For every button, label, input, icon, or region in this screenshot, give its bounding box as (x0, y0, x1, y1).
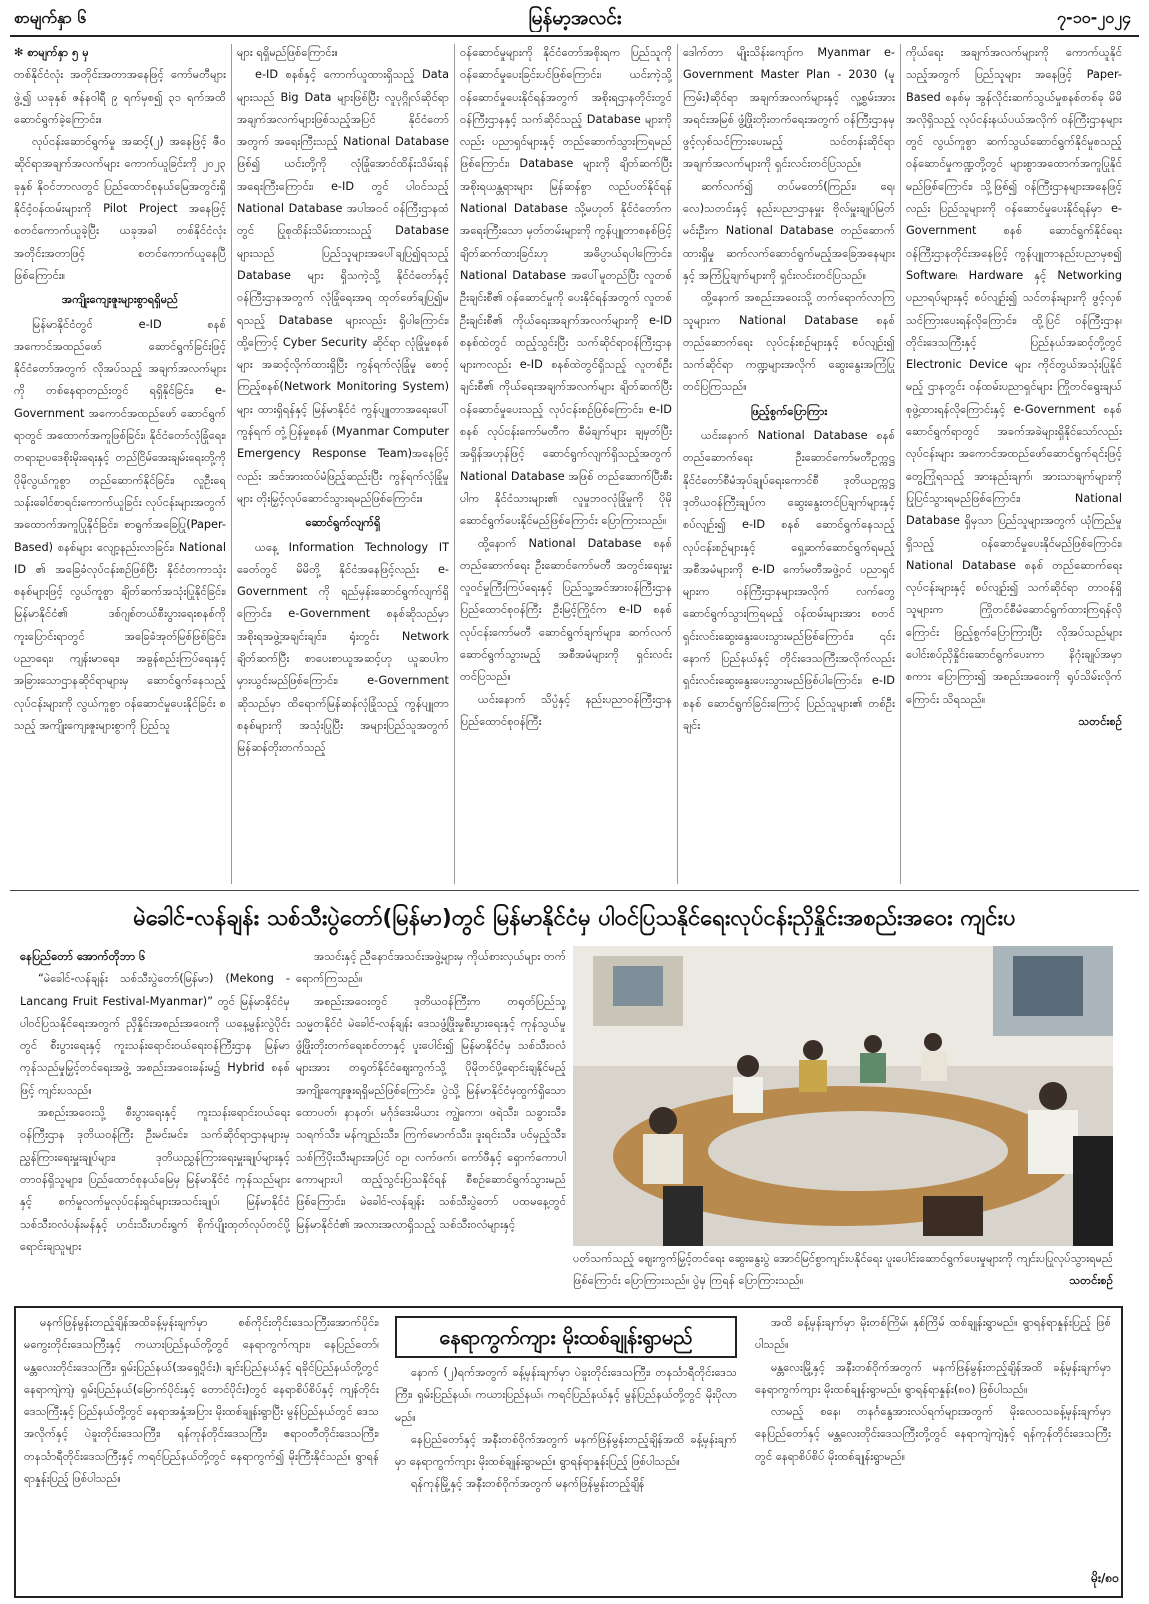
paragraph: လာမည့် စနေ၊ တနင်္ဂနွေအားလပ်ရက်များအတွက် မိုးလေဝသခန့်မှန်းချက်မှာ နေပြည်တော်နှင့် မန္တလေးတိုင်းဒေသကြီးတို့တွင် နေရာကျဲကျဲနှင့် ရန်ကုန်တိုင်းဒေသကြီးတွင် နေရာစိပ်စိပ် မိုးထစ်ချုန်းရွာမည်။ (755, 1405, 1111, 1463)
logo-text: မြန်မာ့အလင်း (528, 7, 622, 29)
continued-label: ✻ စာမျက်နှာ ၅ မှ (14, 46, 89, 59)
caption-text: ပတ်သက်သည့် ဈေးကွက်မြှင့်တင်ရေး ဆွေးနွေးပွဲ အောင်မြင်စွာကျင်းပနိုင်ရေး ပူးပေါင်းဆောင်ရွက်ပေးမှုများကို ကျင်းပပြုလုပ်သွားရမည်ဖြစ်ကြောင်း ပြောကြားသည်။ ပွဲမှ ကြရန် ပြောကြားသည်။ (573, 1252, 1113, 1287)
subheading: အကျိုးကျေးဇူးများစွာရရှိမည် (61, 293, 179, 307)
paragraph: ယင်းနောက် သိပ္ပံနှင့် နည်းပညာဝန်ကြီးဌာန ပြည်ထောင်စုဝန်ကြီး (460, 692, 672, 728)
weather-title: နေရာကွက်ကျား မိုးထစ်ချုန်းရွာမည် (395, 1316, 737, 1358)
paragraph: မနက်ဖြန်မွန်းတည့်ချိန်အထိခန့်မှန်းချက်မှာ စစ်ကိုင်းတိုင်းဒေသကြီးအောက်ပိုင်း၊ မကွေးတိုင်းဒေသကြီးနှင့် ကယားပြည်နယ်တို့တွင် နေရာကွက်ကျား၊ နေပြည်တော်၊ မန္တလေးတိုင်းဒေသကြီး၊ ရှမ်းပြည်နယ်(အရှေ့ပိုင်း)၊ ချင်းပြည်နယ်နှင့် ရခိုင်ပြည်နယ်တို့တွင် နေရာကျဲကျဲ၊ ရှမ်းပြည်နယ်(မြောက်ပိုင်းနှင့် တောင်ပိုင်း)တွင် နေရာစိပ်စိပ်နှင့် ကျန်တိုင်းဒေသကြီးနှင့် ပြည်နယ်တို့တွင် နေရာအနှံ့အပြား မိုးထစ်ချုန်းရွာပြီး မွန်ပြည်နယ်တွင် ဒေသအလိုက်နှင့် ပဲခူးတိုင်းဒေသကြီး၊ ရန်ကုန်တိုင်းဒေသကြီး၊ ဧရာဝတီတိုင်းဒေသကြီး၊ တနင်္သာရီတိုင်းဒေသကြီးနှင့် ကရင်ပြည်နယ်တို့တွင် နေရာကွက်၍ မိုးကြီးနိုင်သည်။ ရွာရန်ရာနှုန်းပြည့် ဖြစ်ပါသည်။ (24, 1316, 379, 1486)
weather-column-3 (755, 1312, 1111, 1568)
paragraph: အစည်းအဝေးတွင် ဒုတိယဝန်ကြီးက တရုတ်ပြည်သူ့သမ္မတနိုင်ငံ မဲခေါင်-လန်ချန်း ဒေသဖွံ့ဖြိုးမှုစီးပွားရေးနှင့် ကုန်သွယ်မှုဖွံ့ဖြိုးတိုးတက်ရေးစင်တာနှင့် ပူးပေါင်း၍ မြန်မာနိုင်ငံမှ သစ်သီးဝလံများအား တရုတ်နိုင်ငံဈေးကွက်သို့ ပိုမိုတင်ပို့ရောင်းချနိုင်မည့် အကျိုးကျေးဇူးရရှိမည်ဖြစ်ကြောင်း၊ ပွဲသို့ မြန်မာနိုင်ငံမှထွက်ရှိသော ထောပတ်၊ နာနတ်၊ မင်္ဂုဒ်ဒေးမိယား ကျွဲကော၊ ဖရဲသီး၊ သခွားသီး၊ သရက်သီး၊ မန်ကျည်းသီး၊ ကြက်မောက်သီး၊ ဒူးရင်းသီး၊ ပင်မှည့်သီး၊ သစ်ကြံပိုးသီးများအပြင် ဝဥ၊ လက်ဖက်၊ ကော်ဖီနှင့် ရှောက်ကောပါကောများပါ ထည့်သွင်းပြသနိုင်ရန် စီစဉ်ဆောင်ရွက်သွားမည်ဖြစ်ကြောင်း၊ မဲခေါင်-လန်ချန်း သစ်သီးပွဲတော် ပထမနေ့တွင် မြန်မာနိုင်ငံ၏ အလားအလာရှိသည့် သစ်သီးဝလံများနှင့် (296, 994, 566, 1231)
byline: သတင်းစဉ် (1078, 714, 1122, 728)
weather-column-2 (395, 1362, 737, 1596)
paragraph: နေပြည်တော်နှင့် အနီးတစ်ဝိုက်အတွက် မနက်ဖြန်မွန်းတည့်ချိန်အထိ ခန့်မှန်းချက်မှာ နေရာကွက်ကျား မိုးထစ်ချုန်းရွာမည်။ ရွာရန်ရာနှုန်းပြည့် ဖြစ်ပါသည်။ (395, 1432, 737, 1469)
paragraph: ကိုယ်ရေး အချက်အလက်များကို ကောက်ယူနိုင်သည့်အတွက် ပြည်သူများ အနေဖြင့် Paper-Based စနစ်မှ အွန်လိုင်းဆက်သွယ်မှုစနစ်တစ်ခု မိမိအလိုရှိသည့် လုပ်ငန်းနယ်ပယ်အလိုက် ဝန်ကြီးဌာနများတွင် လွယ်ကူစွာ ဆက်သွယ်ဆောင်ရွက်နိုင်မှုစသည့် ဝန်ဆောင်မှုကဏ္ဍတို့တွင် များစွာအထောက်အကူပြုနိုင်မည်ဖြစ်ကြောင်း၊ သို့ဖြစ်၍ ဝန်ကြီးဌာနများအနေဖြင့်လည်း ပြည်သူများကို ဝန်ဆောင်မှုပေးနိုင်ရန်မှာ e-Government စနစ် ဆောင်ရွက်နိုင်ရေး ဝန်ကြီးဌာနတိုင်းအနေဖြင့် ကွန်ပျူတာနည်းပညာမှစ၍ Software၊ Hardware နှင့် Networking ပညာရပ်များနှင့် စပ်လျဉ်း၍ သင်တန်းများကို ဖွင့်လှစ်သင်ကြားပေးရန်လိုကြောင်း၊ ထို့ပြင် ဝန်ကြီးဌာန၊ တိုင်းဒေသကြီးနှင့် ပြည်နယ်အဆင့်တို့တွင် Electronic Device များ ကိုင်တွယ်အသုံးပြုနိုင်မည့် ဌာနတွင်း ဝန်ထမ်းပညာရှင်များ ကြိုတင်ရွေးချယ်စုဖွဲ့ထားရန်လိုကြောင်းနှင့် e-Government စနစ် ဆောင်ရွက်ရာတွင် အခက်အခဲများရှိနိုင်သော်လည်း လုပ်ငန်းများ အကောင်အထည်ဖော်ဆောင်ရွက်ရင်းဖြင့် တွေ့ကြုံရသည့် အားနည်းချက်၊ အားသာချက်များကို ပြုပြင်သွားရမည်ဖြစ်ကြောင်း၊ National Database ရှိမှသာ ပြည်သူများအတွက် ယုံကြည်မှုရှိသည့် ဝန်ဆောင်မှုပေးနိုင်မည်ဖြစ်ကြောင်း၊ National Database စနစ် တည်ဆောက်ရေးလုပ်ငန်းများနှင့် စပ်လျဉ်း၍ သက်ဆိုင်ရာ တာဝန်ရှိသူများက ကြိုတင်စီမံဆောင်ရွက်ထားကြရန်လိုကြောင်း ဖြည့်စွက်ပြောကြားပြီး လိုအပ်သည်များ ပေါင်းစပ်ညှိနှိုင်းဆောင်ရွက်ပေးကာ နိဂုံးချုပ်အမှာစကား ပြောကြား၍ အစည်းအဝေးကို ရုပ်သိမ်းလိုက်ကြောင်း သိရသည်။ (906, 46, 1122, 706)
column-rule (677, 44, 678, 884)
article2-column-2 (296, 946, 566, 1271)
paragraph: e-ID စနစ်နှင့် ကောက်ယူထားရှိသည့် Data များသည် Big Data များဖြစ်ပြီး လူပုဂ္ဂိုလ်ဆိုင်ရာ အချက်အလက်များဖြစ်သည့်အပြင် နိုင်ငံတော်အတွက် အရေးကြီးသည့် National Database ဖြစ်၍ ယင်းတို့ကို လုံခြုံအောင်ထိန်းသိမ်းရန် အရေးကြီးကြောင်း၊ e-ID တွင် ပါဝင်သည့် National Database အပါအဝင် ဝန်ကြီးဌာနထံတွင် ပြုစုထိန်းသိမ်းထားသည့် Database များသည် ပြည်သူများအပေါ်ချပြ၍ရသည့် Database များ ရှိသကဲ့သို့ နိုင်ငံတော်နှင့် ဝန်ကြီးဌာနအတွက် လုံခြုံရေးအရ ထုတ်ဖော်ချပြ၍မရသည့် Database များလည်း ရှိပါကြောင်း၊ ထို့ကြောင့် Cyber Security ဆိုင်ရာ လုံခြုံမှုစနစ်များ အဆင့်လိုက်ထားရှိပြီး ကွန်ရက်လုံခြုံမှု စောင့်ကြည့်စနစ်(Network Monitoring System) များ ထားရှိရန်နှင့် မြန်မာနိုင်ငံ ကွန်ပျူတာအရေးပေါ်ကွန်ရက် တုံ့ပြန်မှုစနစ် (Myanmar Computer Emergency Response Team)အနေဖြင့်လည်း အင်အားထပ်မံဖြည့်ဆည်းပြီး ကွန်ရက်လုံခြုံမှုများ တိုးမြှင့်လုပ်ဆောင်သွားရမည်ဖြစ်ကြောင်း။ (237, 68, 449, 505)
paragraph: ဒေါက်တာ မျိုးသိန်းကျော်က Myanmar e-Government Master Plan - 2030 (မူကြမ်း)ဆိုင်ရာ အချက်အလက်များနှင့် လူ့စွမ်းအားအရင်းအမြစ် ဖွံ့ဖြိုးတိုးတက်ရေးအတွက် ဝန်ကြီးဌာနမှ ဖွင့်လှစ်သင်ကြားပေးမည့် သင်တန်းဆိုင်ရာ အချက်အလက်များကို ရှင်းလင်းတင်ပြသည်။ (683, 46, 895, 171)
article-separator (10, 890, 1139, 891)
weather-column-1 (24, 1312, 379, 1596)
column-rule (454, 44, 455, 884)
byline: သတင်းစဉ် (1069, 1274, 1113, 1287)
paragraph: “မဲခေါင်-လန်ချန်း သစ်သီးပွဲတော်(မြန်မာ) (Mekong - Lancang Fruit Festival-Myanmar)” တွင် မြန်မာနိုင်ငံမှ ပါဝင်ပြသနိုင်ရေးအတွက် ညှိနှိုင်းအစည်းအဝေးကို ယနေ့မွန်းလွဲပိုင်းတွင် စီးပွားရေးနှင့် ကူးသန်းရောင်းဝယ်ရေးဝန်ကြီးဌာန မြန်မာကုန်သည်မှုမြှင့်တင်ရေးအဖွဲ့ အစည်းအဝေးခန်းမ၌ Hybrid စနစ်ဖြင့် ကျင်းပသည်။ (20, 972, 290, 1097)
newspaper-logo (503, 2, 647, 32)
paragraph: လုပ်ငန်းဆောင်ရွက်မှု အဆင့်(၂) အနေဖြင့် ဇီဝဆိုင်ရာအချက်အလက်များ ကောက်ယူခြင်းကို ၂၀၂၃ ခုနှစ် နိုဝင်ဘာလတွင် ပြည်ထောင်စုနယ်မြေအတွင်းရှိ နိုင်ငံ့ဝန်ထမ်းများကို Pilot Project အနေဖြင့် စတင်ကောက်ယူခဲ့ပြီး ယခုအခါ တစ်နိုင်ငံလုံးအတိုင်းအတာဖြင့် စတင်ကောက်ယူနေပြီဖြစ်ကြောင်း။ (14, 135, 226, 282)
subheading: ဆောင်ရွက်လျက်ရှိ (305, 516, 381, 530)
paragraph: ရန်ကုန်မြို့နှင့် အနီးတစ်ဝိုက်အတွက် မနက်ဖြန်မွန်းတည့်ချိန် (411, 1477, 645, 1491)
header-rule (10, 35, 1139, 37)
paragraph: အစည်းအဝေးသို့ စီးပွားရေးနှင့် ကူးသန်းရောင်းဝယ်ရေးဝန်ကြီးဌာန ဒုတိယဝန်ကြီး ဦးမင်းမင်း၊ သက်ဆိုင်ရာဌာနများမှ ညွှန်ကြားရေးမှူးချုပ်များ၊ ဒုတိယညွှန်ကြားရေးမှူးချုပ်များနှင့် တာဝန်ရှိသူများ၊ ပြည်ထောင်စုနယ်မြေမှ မြန်မာနိုင်ငံ ကုန်သည်များနှင့် စက်မှုလက်မှုလုပ်ငန်းရှင်များအသင်းချုပ်၊ မြန်မာနိုင်ငံ သစ်သီးဝလံပန်းမန်နှင့် ဟင်းသီးဟင်းရွက် စိုက်ပျိုးထုတ်လုပ်တင်ပို့ ရောင်းချသူများ (20, 1106, 290, 1253)
article1-column-4 (683, 42, 895, 890)
subheading: ဖြည့်စွက်ပြောကြား (750, 404, 828, 418)
paragraph: ထို့နောက် အစည်းအဝေးသို့ တက်ရောက်လာကြသူများက National Database စနစ် တည်ဆောက်ရေး လုပ်ငန်းစဉ်များနှင့် စပ်လျဉ်း၍ သက်ဆိုင်ရာ ကဏ္ဍများအလိုက် ဆွေးနွေးအကြံပြုတင်ပြကြသည်။ (683, 291, 895, 394)
paragraph: ထို့နောက် National Database စနစ် တည်ဆောက်ရေး ဦးဆောင်ကော်မတီ အတွင်းရေးမှူး လူဝင်မှုကြီးကြပ်ရေးနှင့် ပြည်သူ့အင်အားဝန်ကြီးဌာန ပြည်ထောင်စုဝန်ကြီး ဦးမြင့်ကြိုင်က e-ID စနစ် လုပ်ငန်းကော်မတီ ဆောင်ရွက်ချက်များ၊ ဆက်လက်ဆောင်ရွက်သွားမည့် အစီအမံများကို ရှင်းလင်းတင်ပြသည်။ (460, 536, 672, 684)
paragraph: ယင်းနောက် National Database စနစ်တည်ဆောက်ရေး ဦးဆောင်ကော်မတီဥက္ကဋ္ဌ နိုင်ငံတော်စီမံအုပ်ချုပ်ရေးကောင်စီ ဒုတိယဥက္ကဋ္ဌ ဒုတိယဝန်ကြီးချုပ်က ဆွေးနွေးတင်ပြချက်များနှင့် စပ်လျဉ်း၍ e-ID စနစ် ဆောင်ရွက်နေသည့် လုပ်ငန်းစဉ်များနှင့် ရှေ့ဆက်ဆောင်ရွက်ရမည့် အစီအမံများကို e-ID ကော်မတီအဖွဲ့ဝင် ပညာရှင်များက ဝန်ကြီးဌာနများအလိုက် လက်တွေ့ ဆောင်ရွက်သွားကြရမည့် ဝန်ထမ်းများအား စတင်ရှင်းလင်းဆွေးနွေးပေးသွားမည်ဖြစ်ကြောင်း၊ ၎င်းနောက် ပြည်နယ်နှင့် တိုင်းဒေသကြီးအလိုက်လည်း ရှင်းလင်းဆွေးနွေးပေးသွားမည်ဖြစ်ပါကြောင်း၊ e-ID စနစ် ဆောင်ရွက်ခြင်းကြောင့် ပြည်သူများ၏ တစ်ဦးချင်း (683, 429, 895, 732)
paragraph: များ ရရှိမည်ဖြစ်ကြောင်း။ (237, 46, 338, 59)
paragraph: ဝန်ဆောင်မှုများကို နိုင်ငံတော်အစိုးရက ပြည်သူကို ဝန်ဆောင်မှုပေးခြင်းပင်ဖြစ်ကြောင်း၊ ယင်းကဲ့သို့ ဝန်ဆောင်မှုပေးနိုင်ရန်အတွက် အစိုးရဌာနတိုင်းတွင် ဝန်ကြီးဌာနနှင့် သက်ဆိုင်သည့် Database များကိုလည်း ပညာရှင်များနှင့် တည်ဆောက်သွားကြရမည်ဖြစ်ကြောင်း၊ Database များကို ချိတ်ဆက်ပြီး အစိုးရယန္တရားများ မြန်ဆန်စွာ လည်ပတ်နိုင်ရန် National Database သို့မဟုတ် နိုင်ငံတော်က အရေးကြီးသော မှတ်တမ်းများကို ကွန်ပျူတာစနစ်ဖြင့် ချိတ်ဆက်ထားခြင်းဟု အဓိပ္ပာယ်ရပါကြောင်း၊ National Database အပေါ်မူတည်ပြီး လူတစ်ဦးချင်းစီ၏ ဝန်ဆောင်မှုကို ပေးနိုင်ရန်အတွက် လူတစ်ဦးချင်းစီ၏ ကိုယ်ရေးအချက်အလက်များကို e-ID စနစ်ထဲတွင် ထည့်သွင်းပြီး သက်ဆိုင်ရာဝန်ကြီးဌာနများကလည်း e-ID စနစ်ထဲတွင်ရှိသည့် လူတစ်ဦးချင်းစီ၏ ကိုယ်ရေးအချက်အလက်များ ချိတ်ဆက်ပြီး ဝန်ဆောင်မှုပေးသည့် လုပ်ငန်းစဉ်ဖြစ်ကြောင်း၊ e-ID စနစ် လုပ်ငန်းကော်မတီက စီမံချက်များ ချမှတ်ပြီး အရှိန်အဟုန်ဖြင့် ဆောင်ရွက်လျက်ရှိသည့်အတွက် National Database အဖြစ် တည်ဆောက်ပြီးစီးပါက နိုင်ငံသားများ၏ လူမှုဘဝလုံခြုံမှုကို ပိုမိုဆောင်ရွက်ပေးနိုင်မည်ဖြစ်ကြောင်း ပြောကြားသည်။ (460, 46, 672, 528)
paragraph: ဆက်လက်၍ တပ်မတော်(ကြည်း၊ ရေ၊ လေ)သတင်းနှင့် နည်းပညာဌာနမှူး ဗိုလ်မှူးချုပ်မြတ်မင်းဦးက National Database တည်ဆောက်ထားရှိမှု ဆက်လက်ဆောင်ရွက်မည့်အခြေအနေများနှင့် အကြံပြုချက်များကို ရှင်းလင်းတင်ပြသည်။ (683, 179, 895, 282)
paragraph: မန္တလေးမြို့နှင့် အနီးတစ်ဝိုက်အတွက် မနက်ဖြန်မွန်းတည့်ချိန်အထိ ခန့်မှန်းချက်မှာ နေရာကွက်ကျား မိုးထစ်ချုန်းရွာမည်။ ရွာရန်ရာနှုန်း(၈၀) ဖြစ်ပါသည်။ (755, 1360, 1111, 1396)
article1-column-5 (906, 42, 1122, 890)
column-rule (900, 44, 901, 884)
article2-column-1 (20, 946, 290, 1271)
issue-date: ၇-၁၀-၂၀၂၄ (1057, 8, 1131, 27)
paragraph: မြန်မာနိုင်ငံတွင် e-ID စနစ် အကောင်အထည်ဖော် ဆောင်ရွက်ခြင်းဖြင့် နိုင်ငံတော်အတွက် လိုအပ်သည့် အချက်အလက်များကို တစ်နေရာတည်းတွင် ရရှိနိုင်ခြင်း၊ e-Government အကောင်အထည်ဖော် ဆောင်ရွက်ရာတွင် အထောက်အကူဖြစ်ခြင်း၊ နိုင်ငံတော်လုံခြုံရေး၊ တရားဥပဒေစိုးမိုးရေးနှင့် တည်ငြိမ်အေးချမ်းရေးတို့ကို ပိုမိုလွယ်ကူစွာ တည်ဆောက်နိုင်ခြင်း၊ လူဦးရေ သန်းခေါင်စာရင်းကောက်ယူခြင်း လုပ်ငန်းများအတွက် အထောက်အကူပြုနိုင်ခြင်း၊ စာရွက်အခြေပြု(Paper-Based) စနစ်များ လျော့နည်းလာခြင်း၊ National ID ၏ အခြေခံလုပ်ငန်းစဉ်ဖြစ်ပြီး နိုင်ငံတကာသုံး စနစ်များဖြင့် လွယ်ကူစွာ ချိတ်ဆက်အသုံးပြုနိုင်ခြင်း၊ မြန်မာနိုင်ငံ၏ ဒစ်ဂျစ်တယ်စီးပွားရေးစနစ်ကို ကူးပြောင်းရာတွင် အခြေခံအုတ်မြစ်ဖြစ်ခြင်း၊ ပညာရေး၊ ကျန်းမာရေး၊ အခွန်စည်းကြပ်ရေးနှင့် အခြားသောဌာနဆိုင်ရာများမှ ဆောင်ရွက်နေသည့် လုပ်ငန်းများကို လွယ်ကူစွာ ဝန်ဆောင်မှုပေးနိုင်ခြင်း စသည့် အကျိုးကျေးဇူးများစွာကို ပြည်သူ (14, 317, 226, 732)
article1-column-1 (14, 42, 226, 890)
paragraph: အထိ ခန့်မှန်းချက်မှာ မိုးတစ်ကြိမ်၊ နှစ်ကြိမ် ထစ်ချုန်းရွာမည်။ ရွာရန်ရာနှုန်းပြည့် ဖြစ်ပါသည်။ (755, 1316, 1111, 1352)
article1-column-2 (237, 42, 449, 890)
photo-caption (573, 1248, 1113, 1292)
weather-signature: မိုး/၈၀ (1091, 1571, 1119, 1585)
column-rule (231, 44, 232, 884)
dateline: နေပြည်တော် အောက်တိုဘာ ၆ (20, 950, 146, 963)
page-number: စာမျက်နှာ ၆ (14, 8, 87, 27)
article2-headline: မဲခေါင်-လန်ချန်း သစ်သီးပွဲတော်(မြန်မာ)တွင် မြန်မာနိုင်ငံမှ ပါဝင်ပြသနိုင်ရေးလုပ်ငန်းညှိနှိုင်းအစည်းအဝေး ကျင်းပ (133, 906, 1016, 931)
paragraph: အသင်းနှင့် ညီနောင်အသင်းအဖွဲ့များမှ ကိုယ်စားလှယ်များ တက်ရောက်ကြသည်။ (296, 950, 566, 986)
meeting-photo (573, 946, 1113, 1246)
paragraph: နောက် (၂)ရက်အတွက် ခန့်မှန်းချက်မှာ ပဲခူးတိုင်းဒေသကြီး၊ တနင်္သာရီတိုင်းဒေသကြီး၊ ရှမ်းပြည်နယ်၊ ကယားပြည်နယ်၊ ကရင်ပြည်နယ်နှင့် မွန်ပြည်နယ်တို့တွင် မိုးပိုလာမည်။ (395, 1366, 737, 1424)
paragraph: တစ်နိုင်ငံလုံး အတိုင်းအတာအနေဖြင့် ကော်မတီများဖွဲ့၍ ယခုနှစ် ဇန်နဝါရီ ၉ ရက်မှစ၍ ၃၁ ရက်အထိ ဆောင်ရွက်ခဲ့ကြောင်း။ (14, 68, 226, 126)
article1-column-3 (460, 42, 672, 890)
paragraph: ယနေ့ Information Technology IT ခေတ်တွင် မိမိတို့ နိုင်ငံအနေဖြင့်လည်း e-Government ကို ရည်မှန်းဆောင်ရွက်လျက်ရှိကြောင်း၊ e-Government စနစ်ဆိုသည်မှာ အစိုးရအဖွဲ့အချင်းချင်း၊ ရုံးတွင်း Network ချိတ်ဆက်ပြီး စာပေးစာယူအဆင့်ဟု ယူဆပါက မှားယွင်းမည်ဖြစ်ကြောင်း၊ e-Government ဆိုသည်မှာ ထိရောက်မြန်ဆန်လုံခြုံသည့် ကွန်ပျူတာစနစ်များကို အသုံးပြုပြီး အများပြည်သူအတွက် မြန်ဆန်တိုးတက်သည့် (237, 540, 449, 755)
